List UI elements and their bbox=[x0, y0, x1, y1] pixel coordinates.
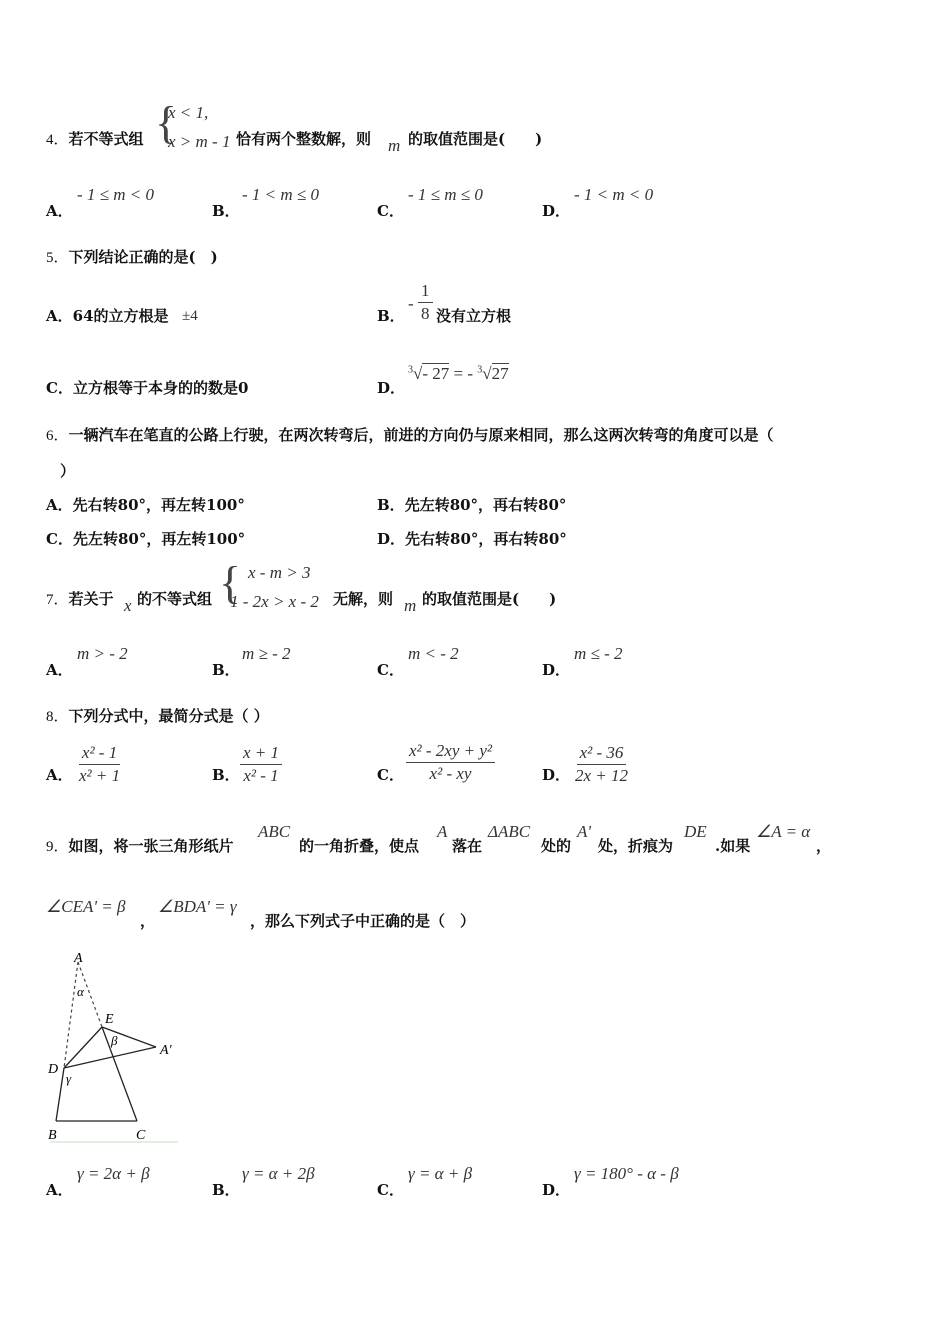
label-a-prime: A′ bbox=[160, 1043, 172, 1058]
option-b-text: 没有立方根 bbox=[436, 307, 512, 325]
option-d-expr: $^3$√- 27 = - $^3$√27 bbox=[408, 364, 509, 383]
option-expr: γ = 180° - α - β bbox=[574, 1164, 679, 1183]
system-brace: { bbox=[155, 97, 178, 148]
option-b-label: B． bbox=[377, 307, 405, 325]
option-label: A． bbox=[46, 766, 73, 784]
math-inline: ABC bbox=[258, 822, 291, 841]
option-label: C． bbox=[377, 766, 404, 784]
option-expr: - 1 < m ≤ 0 bbox=[242, 185, 319, 204]
option-expr: m ≥ - 2 bbox=[242, 644, 291, 663]
option-label: D． bbox=[542, 1181, 571, 1199]
question-text: ，那么下列式子中正确的是（ ） bbox=[250, 912, 476, 930]
math-var: m bbox=[404, 596, 417, 615]
question-text-cont: ） bbox=[60, 462, 76, 480]
option-b-fraction: $\frac{1}{8}$ bbox=[418, 280, 433, 325]
label-gamma: γ bbox=[66, 1071, 72, 1086]
option-expr: - 1 < m < 0 bbox=[574, 185, 654, 204]
question-text: 的取值范围是( ) bbox=[422, 590, 557, 608]
crease-de bbox=[64, 1027, 102, 1068]
option-label: D． bbox=[542, 202, 571, 220]
question-text: 的取值范围是( ) bbox=[408, 130, 543, 148]
option-fraction: $\frac{x + 1}{\text{x² - 1}}$ bbox=[240, 742, 282, 787]
option-label: A． bbox=[46, 1181, 73, 1199]
question-text: 落在 bbox=[452, 837, 483, 855]
option-label: C． bbox=[377, 202, 404, 220]
question-text: 的不等式组 bbox=[137, 590, 213, 608]
option-label: A． bbox=[46, 202, 73, 220]
edge-ec bbox=[102, 1027, 137, 1121]
option-c: C．先左转80°，再左转100° bbox=[46, 530, 246, 548]
math-inline: A bbox=[437, 822, 448, 841]
math-var: m bbox=[388, 136, 401, 155]
label-b: B bbox=[48, 1128, 57, 1143]
math-inline: ∠A = α bbox=[756, 822, 811, 841]
option-expr: γ = α + 2β bbox=[242, 1164, 315, 1183]
label-e: E bbox=[105, 1012, 114, 1027]
math-inline: ΔABC bbox=[488, 822, 531, 841]
math-inline: DE bbox=[684, 822, 707, 841]
math-inline: ∠BDA' = γ bbox=[158, 897, 237, 916]
option-label: A． bbox=[46, 661, 73, 679]
question-text: ， bbox=[816, 837, 832, 855]
option-label: C． bbox=[377, 1181, 404, 1199]
math-inline: ∠CEA' = β bbox=[46, 897, 126, 916]
label-beta: β bbox=[111, 1033, 118, 1048]
math-inline: A' bbox=[577, 822, 592, 841]
dashed-edge-ad bbox=[64, 962, 78, 1068]
question-number: 4．若不等式组 bbox=[46, 130, 144, 148]
option-a: A．64的立方根是 bbox=[46, 307, 169, 325]
option-a-math: ±4 bbox=[182, 308, 198, 324]
option-expr: m ≤ - 2 bbox=[574, 644, 623, 663]
system-line-2: 1 - 2x > x - 2 bbox=[230, 592, 319, 611]
question-text: ， bbox=[140, 912, 156, 930]
option-c: C．立方根等于本身的的数是0 bbox=[46, 379, 249, 397]
option-label: B． bbox=[212, 661, 240, 679]
question-text: 无解，则 bbox=[333, 590, 394, 608]
option-a: A．先右转80°，再左转100° bbox=[46, 496, 245, 514]
triangle-fold-figure bbox=[40, 950, 185, 1150]
label-c: C bbox=[136, 1128, 146, 1143]
option-b-minus: - bbox=[408, 294, 414, 313]
question-text: 的一角折叠，使点 bbox=[299, 837, 420, 855]
label-alpha: α bbox=[77, 984, 84, 999]
option-expr: γ = α + β bbox=[408, 1164, 473, 1183]
option-expr: m > - 2 bbox=[77, 644, 128, 663]
question-text: 6．一辆汽车在笔直的公路上行驶，在两次转弯后，前进的方向仍与原来相同，那么这两次转弯的角度可以是（ bbox=[46, 426, 774, 444]
system-brace: { bbox=[219, 557, 242, 608]
question-text: 7．若关于 bbox=[46, 590, 114, 608]
question-text: 5．下列结论正确的是( ) bbox=[46, 248, 218, 266]
option-expr: - 1 ≤ m < 0 bbox=[77, 185, 154, 204]
option-expr: m < - 2 bbox=[408, 644, 459, 663]
option-label: D． bbox=[542, 661, 571, 679]
label-d: D bbox=[48, 1062, 59, 1077]
question-text: 8．下列分式中，最简分式是（ ） bbox=[46, 707, 269, 725]
system-line-1: x - m > 3 bbox=[248, 563, 311, 582]
label-a: A bbox=[74, 951, 83, 966]
system-line-1: x < 1, bbox=[168, 103, 209, 122]
option-label: B． bbox=[212, 202, 240, 220]
question-text: 9．如图，将一张三角形纸片 bbox=[46, 837, 234, 855]
option-fraction: $\frac{\text{x² - 1}}{\text{x² + 1}}$ bbox=[79, 743, 121, 785]
option-expr: γ = 2α + β bbox=[77, 1164, 150, 1183]
option-label: B． bbox=[212, 766, 240, 784]
option-fraction: $\frac{\text{x² - 36}}{2x + 12}$ bbox=[575, 743, 629, 785]
system-line-2: x > m - 1 bbox=[168, 132, 231, 151]
question-text: 恰有两个整数解，则 bbox=[236, 130, 372, 148]
question-text: 处的 bbox=[541, 837, 572, 855]
option-label: C． bbox=[377, 661, 404, 679]
option-fraction: $\frac{\text{x² - 2xy + y²}}{\text{x² - xy}}$ bbox=[406, 740, 495, 785]
option-b: B．先左转80°，再右转80° bbox=[377, 496, 567, 514]
math-var: x bbox=[124, 596, 132, 615]
option-d-label: D． bbox=[377, 379, 406, 397]
option-expr: - 1 ≤ m ≤ 0 bbox=[408, 185, 483, 204]
question-text: 处，折痕为 bbox=[598, 837, 674, 855]
option-label: B． bbox=[212, 1181, 240, 1199]
option-d: D．先右转80°，再右转80° bbox=[377, 530, 567, 548]
option-label: D． bbox=[542, 766, 571, 784]
question-text: .如果 bbox=[715, 837, 751, 855]
